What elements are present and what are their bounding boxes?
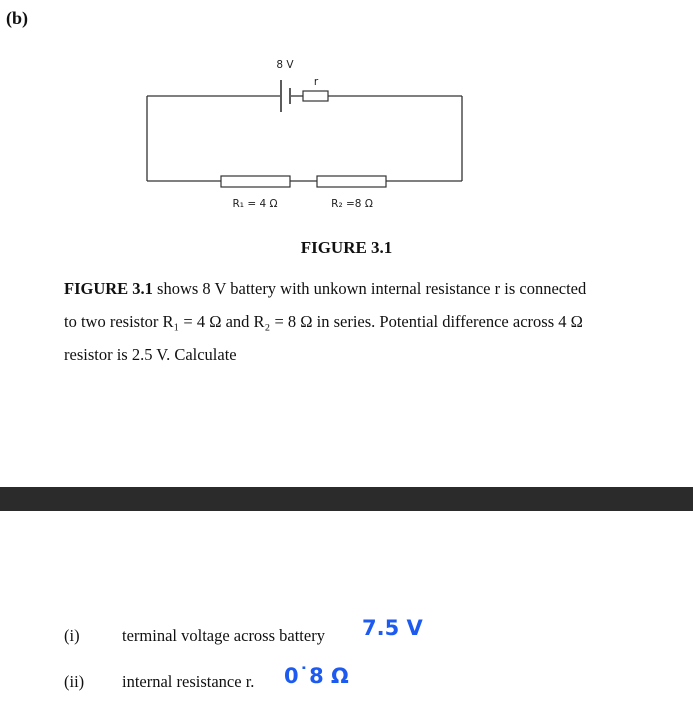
paragraph-line-3: resistor is 2.5 V. Calculate: [64, 345, 237, 364]
paragraph-lead: FIGURE 3.1: [64, 279, 153, 298]
battery-symbol: [281, 80, 290, 112]
question-1-text: terminal voltage across battery: [122, 626, 325, 645]
internal-resistor-label: r: [313, 76, 319, 88]
part-label: (b): [6, 8, 28, 28]
question-1-number: (i): [64, 626, 80, 645]
resistor-r2: [317, 176, 386, 187]
paragraph-line-1-rest: shows 8 V battery with unkown internal resistance r is connected: [152, 279, 587, 298]
r2-label: R₂ =8 Ω: [331, 198, 373, 210]
circuit-wires: [147, 96, 462, 181]
question-1-answer: 7.5 V: [362, 616, 423, 640]
dark-divider-bar: [0, 487, 693, 511]
question-2-text: internal resistance r.: [122, 672, 255, 691]
figure-title: FIGURE 3.1: [300, 238, 393, 257]
circuit-diagram: [0, 0, 693, 235]
internal-resistor: [303, 91, 328, 101]
resistor-r1: [221, 176, 290, 187]
problem-paragraph: [64, 272, 674, 371]
paragraph-line-1: [64, 272, 674, 305]
question-2-answer: 0˙8 Ω: [284, 664, 349, 688]
question-2-number: (ii): [64, 672, 85, 691]
paragraph-line-2: to two resistor R₁ = 4 Ω and R₂ = 8 Ω in series. Potential difference across 4 Ω: [64, 312, 583, 331]
battery-label: 8 V: [276, 59, 294, 71]
r1-label: R₁ = 4 Ω: [232, 198, 278, 210]
